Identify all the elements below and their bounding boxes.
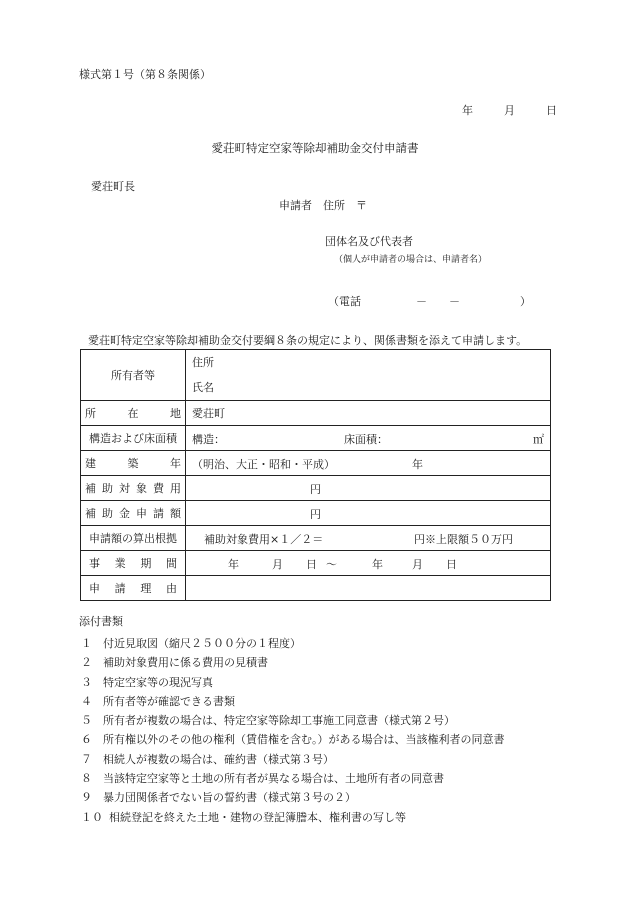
- table-row: [81, 526, 551, 551]
- structure-value-label: 構造：: [192, 433, 225, 446]
- phone-dash: －: [416, 295, 427, 308]
- list-item: ２ 補助対象費用に係る費用の見積書: [81, 656, 268, 670]
- project-period-field[interactable]: [186, 551, 551, 576]
- document-title: 愛荘町特定空家等除却補助金交付申請書: [211, 141, 419, 155]
- table-row: [81, 551, 551, 576]
- table-row: [81, 426, 551, 451]
- date-line: [462, 102, 557, 118]
- table-row: [81, 576, 551, 601]
- list-item: ６ 所有権以外のその他の権利（賃借権を含む。）がある場合は、当該権利者の同意書: [81, 733, 505, 747]
- calculation-formula: 補助対象費用×１／２＝: [204, 533, 324, 546]
- application-table: [80, 349, 551, 601]
- organization-label: 団体名及び代表者: [325, 235, 413, 248]
- upper-limit-note: 円※上限額５０万円: [414, 533, 513, 546]
- owner-label: 所有者等: [81, 350, 186, 401]
- location-label: 所 在 地: [81, 401, 186, 426]
- attachments-list: [81, 634, 505, 827]
- project-period-label: 事 業 期 間: [81, 551, 186, 576]
- yen-unit: 円: [310, 508, 321, 521]
- list-item: ４ 所有者等が確認できる書類: [81, 694, 235, 708]
- requested-amount-field[interactable]: [186, 501, 551, 526]
- owner-field[interactable]: [186, 350, 551, 401]
- date-day: 日: [546, 104, 557, 117]
- list-item: １０ 相続登記を終えた土地・建物の登記簿謄本、権利書の写し等: [81, 810, 406, 824]
- table-row: [81, 401, 551, 426]
- list-item: ８ 当該特定空家等と土地の所有者が異なる場合は、土地所有者の同意書: [81, 772, 444, 786]
- attachments-title: 添付書類: [79, 615, 123, 628]
- period-start-year: 年: [228, 558, 239, 571]
- year-unit: 年: [412, 458, 423, 471]
- owner-name-label: 氏名: [192, 381, 214, 394]
- square-meter-unit: ㎡: [533, 433, 544, 446]
- form-number: 様式第１号（第８条関係）: [79, 68, 211, 81]
- yen-unit: 円: [310, 483, 321, 496]
- built-year-field[interactable]: [186, 451, 551, 476]
- period-start-day: 日: [306, 558, 317, 571]
- phone-close: ）: [520, 295, 531, 308]
- subsidy-cost-label: 補 助 対 象 費 用: [81, 476, 186, 501]
- phone-line: [328, 293, 531, 309]
- built-year-label: 建 築 年: [81, 451, 186, 476]
- table-row: [81, 501, 551, 526]
- period-start-month: 月: [272, 558, 283, 571]
- structure-field[interactable]: [186, 426, 551, 451]
- organization-note: （個人が申請者の場合は、申請者名）: [334, 255, 488, 265]
- application-reason-label: 申 請 理 由: [81, 576, 186, 601]
- list-item: ３ 特定空家等の現況写真: [81, 675, 213, 689]
- subsidy-cost-field[interactable]: [186, 476, 551, 501]
- list-item: ７ 相続人が複数の場合は、確約書（様式第３号）: [81, 752, 334, 766]
- floor-area-label: 床面積：: [344, 433, 388, 446]
- list-item: ５ 所有者が複数の場合は、特定空家等除却工事施工同意書（様式第２号）: [81, 714, 455, 728]
- table-row: [81, 350, 551, 401]
- addressee: 愛荘町長: [91, 180, 135, 193]
- period-tilde: ～: [326, 558, 337, 571]
- phone-dash: －: [449, 295, 460, 308]
- date-month: 月: [504, 104, 515, 117]
- calculation-basis-field[interactable]: [186, 526, 551, 551]
- period-end-day: 日: [446, 558, 457, 571]
- phone-label: （電話: [328, 295, 361, 308]
- owner-address-label: 住所: [192, 356, 214, 369]
- table-row: [81, 451, 551, 476]
- structure-label: 構造および床面積: [81, 426, 186, 451]
- date-year: 年: [462, 104, 473, 117]
- applicant-address-label: 申請者 住所 〒: [279, 199, 367, 212]
- application-reason-field[interactable]: [186, 576, 551, 601]
- list-item: １ 付近見取図（縮尺２５００分の１程度）: [81, 637, 301, 650]
- table-row: [81, 476, 551, 501]
- list-item: ９ 暴力団関係者でない旨の誓約書（様式第３号の２）: [81, 791, 356, 805]
- requested-amount-label: 補 助 金 申 請 額: [81, 501, 186, 526]
- intro-statement: 愛荘町特定空家等除却補助金交付要綱８条の規定により、関係書類を添えて申請します。: [88, 334, 528, 347]
- era-options: （明治、大正・昭和・平成）: [192, 458, 335, 471]
- period-end-month: 月: [412, 558, 423, 571]
- calculation-basis-label: 申請額の算出根拠: [81, 526, 186, 551]
- period-end-year: 年: [372, 558, 383, 571]
- location-field[interactable]: 愛荘町: [186, 401, 551, 426]
